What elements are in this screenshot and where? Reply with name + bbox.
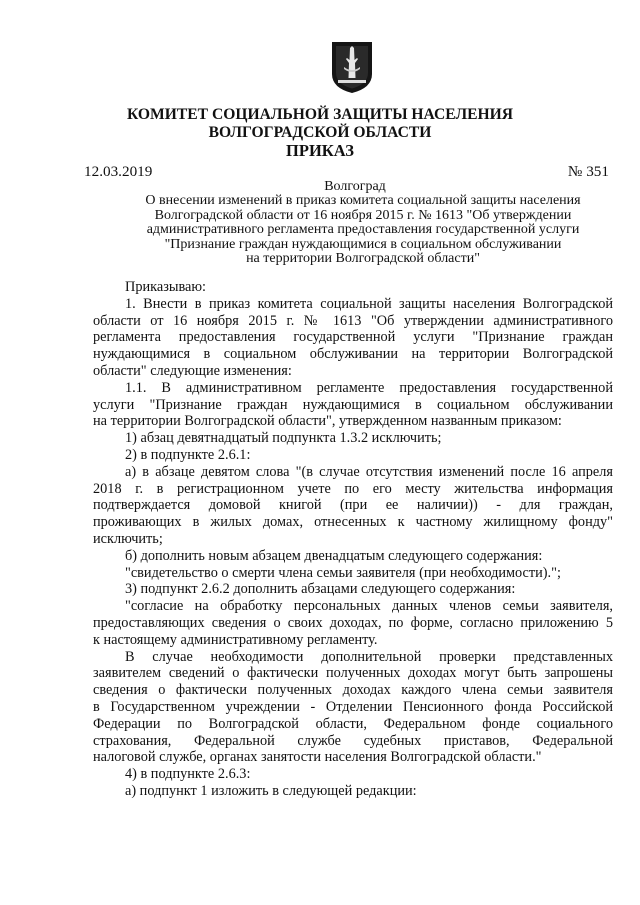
paragraph-line: предоставляющих сведения о своих доходах, по форме, согласно приложению 5 [93, 614, 613, 631]
paragraph-line: регламента предоставления государственной услуги "Признание граждан [93, 329, 613, 346]
document-subject [93, 194, 633, 267]
subject-line: на территории Волгоградской области" [246, 251, 480, 267]
paragraph-line: В случае необходимости дополнительной проверки представленных [125, 648, 613, 665]
subject-line: О внесении изменений в приказ комитета социальной защиты населения [145, 193, 581, 208]
paragraph-line: сведения о фактически полученных доходах каждого члена семьи заявителя [93, 682, 613, 699]
paragraph-line: области от 16 ноября 2015 г. № 1613 "Об утверждении административного [93, 312, 613, 329]
paragraph-line: 3) подпункт 2.6.2 дополнить абзацами следующего содержания: [125, 581, 516, 598]
paragraph-line: в Государственном учреждении - Отделении Пенсионного фонда Российской [93, 698, 613, 715]
paragraph-line: к настоящему административному регламенту. [93, 631, 378, 648]
document-type-title: ПРИКАЗ [286, 141, 354, 160]
paragraph-line: 1.1. В административном регламенте предоставления государственной [125, 379, 613, 396]
paragraph-line: 2018 г. в регистрационном учете по его месту жительства информация [93, 480, 613, 497]
paragraph-line: подтверждается домовой книгой (при ее наличии)) - для граждан, [93, 497, 613, 514]
document-date: 12.03.2019 [84, 163, 153, 180]
paragraph-line: страхования, Федеральной службе судебных приставов, Федеральной [93, 732, 613, 749]
paragraph-line: налоговой службе, органах занятости населения Волгоградской области." [93, 749, 542, 766]
paragraph-line: проживающих в жилых домах, отнесенных к частному жилищному фонду" [93, 514, 613, 531]
paragraph-line: б) дополнить новым абзацем двенадцатым следующего содержания: [125, 547, 543, 564]
paragraph-line: 4) в подпункте 2.6.3: [125, 766, 251, 783]
paragraph-line: нуждающимися в социальном обслуживании на территории Волгоградской [93, 346, 613, 363]
paragraph-line: на территории Волгоградской области", утвержденном названным приказом: [93, 413, 562, 430]
paragraph-line: заявителем сведений о фактически полученных доходах могут быть запрошены [93, 665, 613, 682]
subject-line: административного регламента предоставления государственной услуги [146, 222, 580, 238]
order-intro: Приказываю: [125, 279, 207, 295]
document-city: Волгоград [324, 179, 386, 194]
organization-name-line1: КОМИТЕТ СОЦИАЛЬНОЙ ЗАЩИТЫ НАСЕЛЕНИЯ [126, 106, 514, 123]
paragraph-line: области" следующие изменения: [93, 362, 292, 379]
paragraph-line: "свидетельство о смерти члена семьи заявителя (при необходимости)."; [125, 564, 561, 581]
organization-name-line2: ВОЛГОГРАДСКОЙ ОБЛАСТИ [208, 124, 432, 141]
document-number: № 351 [567, 163, 609, 180]
paragraph-line: Федерации по Волгоградской области, Федеральном фонде социального [93, 715, 613, 732]
paragraph-line: 1) абзац девятнадцатый подпункта 1.3.2 исключить; [125, 430, 442, 447]
paragraph-line: "согласие на обработку персональных данных членов семьи заявителя, [125, 598, 613, 615]
paragraph-line: 2) в подпункте 2.6.1: [125, 446, 251, 463]
paragraph-line: а) подпункт 1 изложить в следующей редакции: [125, 782, 417, 799]
paragraph-line: 1. Внести в приказ комитета социальной защиты населения Волгоградской [125, 295, 613, 312]
paragraph-line: а) в абзаце девятом слова "(в случае отсутствия изменений после 16 апреля [125, 463, 613, 480]
subject-line: Волгоградской области от 16 ноября 2015 г. № 1613 "Об утверждении [154, 207, 572, 223]
document-body [93, 279, 613, 800]
paragraph-line: исключить; [93, 530, 163, 547]
subject-line: "Признание граждан нуждающимися в социальном обслуживании [164, 236, 562, 252]
coat-of-arms-emblem [330, 40, 374, 94]
paragraph-line: услуги "Признание граждан нуждающимися в социальном обслуживании [93, 396, 613, 413]
